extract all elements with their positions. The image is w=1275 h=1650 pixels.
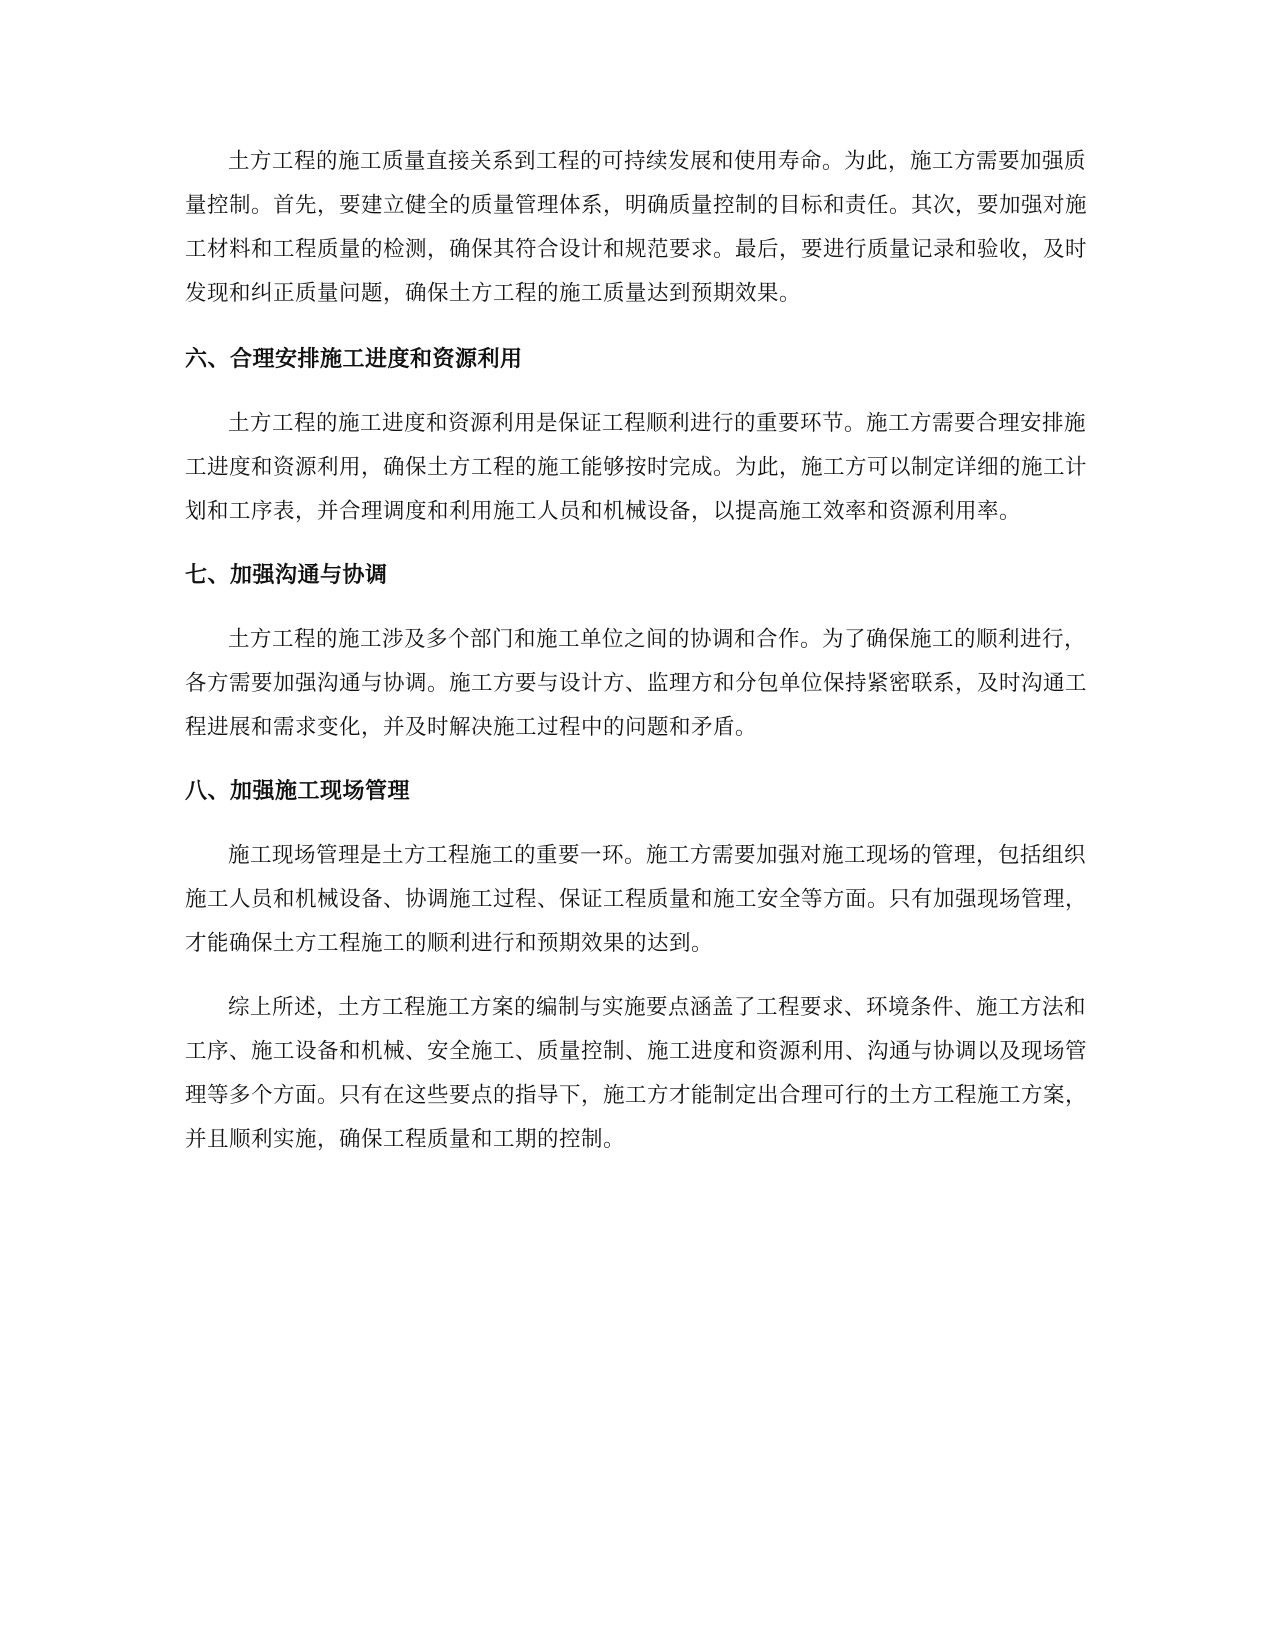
paragraph-schedule-resources: 土方工程的施工进度和资源利用是保证工程顺利进行的重要环节。施工方需要合理安排施工进度和资源利用，确保土方工程的施工能够按时完成。为此，施工方可以制定详细的施工计划和工序表，并合理调度和利用施工人员和机械设备，以提高施工效率和资源利用率。 [185,411,1088,524]
paragraph-quality-control: 土方工程的施工质量直接关系到工程的可持续发展和使用寿命。为此，施工方需要加强质量控制。首先，要建立健全的质量管理体系，明确质量控制的目标和责任。其次，要加强对施工材料和工程质量的检测，确保其符合设计和规范要求。最后，要进行质量记录和验收，及时发现和纠正质量问题，确保土方工程的施工质量达到预期效果。 [185,149,1088,306]
paragraph-conclusion: 综上所述，土方工程施工方案的编制与实施要点涵盖了工程要求、环境条件、施工方法和工序、施工设备和机械、安全施工、质量控制、施工进度和资源利用、沟通与协调以及现场管理等多个方面。只有在这些要点的指导下，施工方才能制定出合理可行的土方工程施工方案，并且顺利实施，确保工程质量和工期的控制。 [185,995,1088,1152]
document-body [185,140,1090,1162]
paragraph-site-management: 施工现场管理是土方工程施工的重要一环。施工方需要加强对施工现场的管理，包括组织施工人员和机械设备、协调施工过程、保证工程质量和施工安全等方面。只有加强现场管理，才能确保土方工程施工的顺利进行和预期效果的达到。 [185,843,1088,956]
section-heading-6: 六、合理安排施工进度和资源利用 [185,347,523,372]
section-heading-8: 八、加强施工现场管理 [185,779,411,804]
section-heading-7: 七、加强沟通与协调 [185,563,388,588]
paragraph-communication: 土方工程的施工涉及多个部门和施工单位之间的协调和合作。为了确保施工的顺利进行，各方需要加强沟通与协调。施工方要与设计方、监理方和分包单位保持紧密联系，及时沟通工程进展和需求变化，并及时解决施工过程中的问题和矛盾。 [185,627,1088,740]
